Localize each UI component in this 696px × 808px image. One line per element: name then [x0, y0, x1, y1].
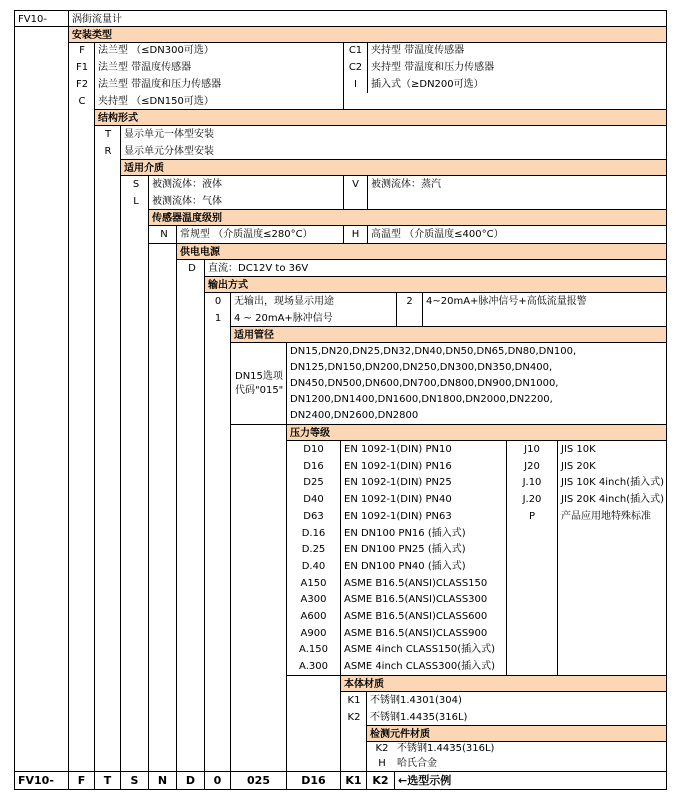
- output-code: 2: [396, 293, 422, 310]
- pressure-desc: ASME B16.5(ANSI)CLASS600: [344, 611, 488, 622]
- pressure-desc: 产品应用地特殊标准: [561, 510, 651, 522]
- example-code: N: [148, 771, 177, 790]
- structure-code: R: [104, 146, 112, 157]
- output-desc: 4~20mA+脉冲信号+高低流量报警: [422, 293, 667, 310]
- pressure-code: A.150: [299, 644, 328, 656]
- element-material-code: K2: [375, 743, 389, 754]
- element-material-header: 检测元件材质: [366, 725, 667, 742]
- pipe-line: DN450,DN500,DN600,DN700,DN800,DN900,DN1000,: [286, 375, 667, 392]
- output-code: 0: [214, 296, 222, 307]
- install-code: C1: [343, 42, 367, 59]
- example-code: F: [68, 771, 95, 790]
- model-prefix-cell: FV10-: [14, 10, 69, 27]
- product-name-cell: 涡街流量计: [68, 10, 667, 27]
- pressure-header: 压力等级: [286, 424, 667, 441]
- pressure-code: D.16: [301, 527, 326, 539]
- pressure-desc: JIS 20K: [561, 460, 596, 472]
- pressure-desc: EN DN100 PN16 (插入式): [344, 527, 466, 539]
- example-code: D16: [286, 771, 341, 790]
- example-code: D: [176, 771, 205, 790]
- pressure-code: P: [528, 510, 536, 522]
- pressure-code: A300: [300, 594, 327, 606]
- pipe-line: DN15,DN20,DN25,DN32,DN40,DN50,DN65,DN80,DN100,: [286, 343, 667, 360]
- medium-code: L: [133, 196, 139, 207]
- pipe-header: 适用管径: [230, 326, 667, 343]
- pressure-code: D16: [303, 460, 324, 472]
- install-code: F1: [75, 62, 89, 73]
- example-label: ←选型示例: [394, 771, 667, 790]
- install-code: I: [343, 76, 367, 93]
- install-header: 安装类型: [68, 26, 667, 43]
- element-material-desc: 哈氏合金: [397, 758, 437, 769]
- medium-code: V: [343, 176, 367, 193]
- body-material-desc: 不锈钢1.4301(304): [366, 692, 667, 709]
- pressure-code: A600: [300, 611, 327, 622]
- example-code: 025: [230, 771, 287, 790]
- pressure-code: A150: [300, 577, 327, 589]
- install-desc: 夹持型 带温度和压力传感器: [367, 59, 667, 76]
- install-desc: 夹持型 （≤DN150可选）: [94, 93, 344, 110]
- example-code: 0: [204, 771, 231, 790]
- pressure-code: J20: [524, 460, 540, 472]
- example-code: K2: [366, 771, 395, 790]
- power-header: 供电电源: [176, 243, 667, 260]
- pressure-code: D25: [303, 477, 324, 489]
- temp-desc: 常规型 （介质温度≤280°C）: [176, 226, 346, 243]
- pressure-desc: ASME B16.5(ANSI)CLASS900: [344, 627, 488, 639]
- element-material-desc: 不锈钢1.4435(316L): [397, 743, 495, 754]
- pressure-desc: EN 1092-1(DIN) PN16: [344, 460, 452, 472]
- divider: [396, 310, 397, 327]
- col-install-line: [94, 109, 95, 772]
- pressure-code: A900: [300, 627, 327, 639]
- pipe-line: DN2400,DN2600,DN2800: [286, 407, 667, 424]
- pressure-code: D10: [303, 444, 324, 455]
- temp-code: H: [343, 226, 367, 243]
- pipe-line: DN125,DN150,DN200,DN250,DN300,DN350,DN400,: [286, 359, 667, 376]
- divider: [422, 310, 423, 327]
- medium-header: 适用介质: [120, 159, 667, 176]
- divider: [343, 93, 344, 110]
- medium-desc: 被测流体：液体: [148, 176, 348, 193]
- install-desc: 法兰型 带温度传感器: [94, 59, 344, 76]
- structure-desc: 显示单元分体型安装: [120, 143, 420, 160]
- pressure-desc: EN DN100 PN40 (插入式): [344, 560, 466, 572]
- pressure-desc: ASME B16.5(ANSI)CLASS150: [344, 577, 488, 589]
- pressure-code: J.20: [522, 494, 542, 506]
- pressure-code: D.40: [301, 560, 326, 572]
- install-code: C: [78, 96, 86, 107]
- pressure-desc: ASME 4inch CLASS150(插入式): [344, 644, 496, 656]
- pressure-code: D40: [303, 494, 324, 506]
- example-code: S: [120, 771, 149, 790]
- install-desc: 法兰型 （≤DN300可选）: [94, 42, 344, 59]
- example-code: T: [94, 771, 121, 790]
- power-code: D: [188, 263, 196, 274]
- temp-code: N: [160, 229, 168, 240]
- output-desc: 4 ~ 20mA+脉冲信号: [230, 310, 400, 327]
- install-desc: 插入式（≥DN200可选）: [367, 76, 667, 93]
- body-material-code: K2: [347, 712, 361, 723]
- medium-desc: 被测流体：气体: [148, 193, 348, 210]
- output-header: 输出方式: [204, 276, 667, 293]
- temp-desc: 高温型 （介质温度≤400°C）: [367, 226, 667, 243]
- body-material-code: K1: [347, 695, 361, 706]
- pressure-desc: JIS 20K 4inch(插入式): [561, 494, 665, 506]
- pressure-code: D.25: [301, 544, 326, 556]
- temp-header: 传感器温度级别: [148, 209, 667, 226]
- pipe-line: DN1200,DN1400,DN1600,DN1800,DN2000,DN2200,: [286, 391, 667, 408]
- element-material-code: H: [378, 758, 386, 769]
- install-code: C2: [343, 59, 367, 76]
- pressure-code: J10: [524, 444, 540, 455]
- col-prefix-strip: [14, 26, 69, 772]
- install-code: F: [79, 45, 85, 56]
- pressure-code: D63: [303, 510, 324, 522]
- col-medium-line: [148, 209, 149, 772]
- pressure-desc: EN 1092-1(DIN) PN25: [344, 477, 452, 489]
- pipe-note: DN15选项代码"015": [235, 371, 284, 396]
- pressure-desc: EN DN100 PN25 (插入式): [344, 544, 466, 556]
- example-code: FV10-: [14, 771, 69, 790]
- medium-desc: 被测流体：蒸汽: [367, 176, 667, 193]
- pressure-desc: EN 1092-1(DIN) PN40: [344, 494, 452, 506]
- pressure-desc: ASME 4inch CLASS300(插入式): [344, 661, 496, 673]
- medium-code: S: [132, 179, 140, 190]
- output-code: 1: [214, 313, 222, 324]
- pressure-code: A.300: [299, 661, 328, 673]
- pressure-desc: JIS 10K 4inch(插入式): [561, 477, 665, 489]
- structure-desc: 显示单元一体型安装: [120, 126, 420, 143]
- body-material-desc: 不锈钢1.4435(316L): [366, 709, 667, 726]
- output-desc: 无输出，现场显示用途: [230, 293, 400, 310]
- divider: [343, 193, 344, 210]
- divider: [367, 193, 368, 210]
- pressure-desc: JIS 10K: [561, 444, 596, 455]
- pressure-code: J.10: [522, 477, 542, 489]
- pressure-desc: EN 1092-1(DIN) PN10: [344, 444, 452, 455]
- example-code: K1: [340, 771, 367, 790]
- install-desc: 夹持型 带温度传感器: [367, 42, 667, 59]
- structure-code: T: [104, 129, 112, 140]
- pressure-desc: ASME B16.5(ANSI)CLASS300: [344, 594, 488, 606]
- install-desc: 法兰型 带温度和压力传感器: [94, 76, 344, 93]
- structure-header: 结构形式: [94, 109, 667, 126]
- pressure-desc: EN 1092-1(DIN) PN63: [344, 510, 452, 522]
- body-material-header: 本体材质: [340, 675, 667, 692]
- col-power-line: [204, 276, 205, 772]
- col-structure-line: [120, 159, 121, 772]
- power-desc: 直流：DC12V to 36V: [204, 260, 504, 277]
- install-code: F2: [75, 79, 89, 90]
- col-temp-line: [176, 243, 177, 772]
